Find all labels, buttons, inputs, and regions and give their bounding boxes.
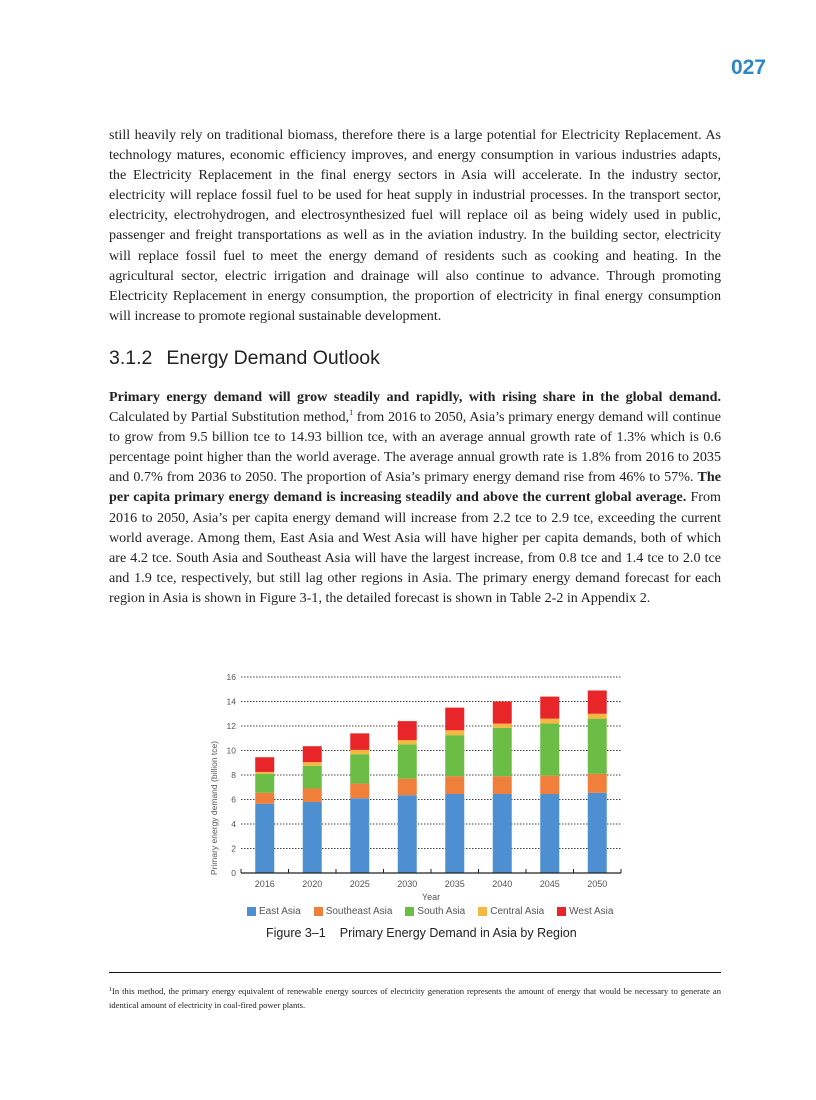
bar-stack-2040 bbox=[493, 702, 512, 874]
x-tick-label: 2020 bbox=[302, 879, 323, 889]
bar-segment-east-asia bbox=[445, 794, 464, 873]
legend-item bbox=[247, 906, 301, 917]
footnote-text: In this method, the primary energy equivalent of renewable energy sources of electricity generation represents the amount of energy that would be necessary to generate an identical amount of electricity in coal-fired power plants. bbox=[109, 986, 721, 1010]
legend-item bbox=[405, 906, 465, 917]
x-axis-label: Year bbox=[421, 892, 441, 902]
bar-segment-south-asia bbox=[303, 766, 322, 789]
bar-segment-southeast-asia bbox=[445, 776, 464, 794]
y-tick-label: 0 bbox=[231, 868, 236, 878]
bar-segment-central-asia bbox=[350, 750, 369, 754]
bar-stack-2035 bbox=[445, 708, 464, 873]
footnote-divider bbox=[109, 972, 721, 973]
section-heading bbox=[109, 347, 380, 370]
bar-segment-east-asia bbox=[255, 804, 274, 873]
bar-segment-southeast-asia bbox=[398, 779, 417, 796]
bar-segment-east-asia bbox=[398, 795, 417, 873]
legend-item bbox=[557, 906, 613, 917]
legend-swatch bbox=[557, 907, 566, 916]
bar-segment-east-asia bbox=[493, 794, 512, 873]
legend-label: Central Asia bbox=[490, 906, 545, 917]
bar-segment-south-asia bbox=[350, 754, 369, 783]
bar-stack-2016 bbox=[255, 757, 274, 873]
footnote-reference[interactable]: 1 bbox=[349, 408, 354, 418]
bar-stack-2045 bbox=[540, 697, 559, 873]
y-tick-labels bbox=[227, 672, 237, 878]
stacked-bar-chart bbox=[200, 665, 640, 905]
y-axis-label: Primary energy demand (billion tce) bbox=[209, 740, 219, 876]
legend-swatch bbox=[247, 907, 256, 916]
bar-segment-southeast-asia bbox=[303, 788, 322, 801]
bold-lead-sentence: Primary energy demand will grow steadily and rapidly, with rising share in the global demand. bbox=[109, 389, 721, 405]
footnote-marker: 1 bbox=[109, 987, 112, 993]
legend-item bbox=[314, 906, 393, 917]
y-tick-label: 16 bbox=[226, 672, 236, 682]
bar-segment-east-asia bbox=[303, 802, 322, 873]
y-tick-label: 10 bbox=[226, 745, 236, 756]
gridlines bbox=[241, 677, 621, 849]
paragraph-text: Calculated by Partial Substitution method, bbox=[109, 409, 350, 426]
bar-segment-southeast-asia bbox=[588, 774, 607, 793]
x-tick-label: 2025 bbox=[349, 879, 370, 889]
y-tick-label: 4 bbox=[231, 819, 236, 829]
bar-stack-2025 bbox=[350, 733, 369, 873]
legend-label: East Asia bbox=[259, 906, 301, 917]
body-paragraph bbox=[109, 387, 721, 608]
bar-segment-east-asia bbox=[588, 793, 607, 873]
bar-segment-south-asia bbox=[493, 728, 512, 776]
bar-segment-south-asia bbox=[255, 774, 274, 793]
bar-segment-east-asia bbox=[540, 794, 559, 873]
section-number: 3.1.2 bbox=[109, 347, 153, 369]
bars bbox=[255, 690, 607, 873]
x-tick-label: 2050 bbox=[587, 879, 608, 889]
legend-swatch bbox=[314, 907, 323, 916]
bar-segment-west-asia bbox=[255, 757, 274, 772]
bar-segment-southeast-asia bbox=[540, 776, 559, 794]
paragraph-text: From 2016 to 2050, Asia’s per capita energy demand will increase from 2.2 tce to 2.9 tce, exceeding the current world average. Among them, East Asia and West Asia will have higher per capita demands, both of which are 4.2 tce. South Asia and Southeast Asia will have the largest increase, from 0.8 tce and 1.4 tce to 2.0 tce and 1.9 tce, respectively, but still lag other regions in Asia. The primary energy demand forecast for each region in Asia is shown in Figure 3-1, the detailed forecast is shown in Table 2-2 in Appendix 2. bbox=[109, 489, 721, 606]
figure-number: Figure 3–1 bbox=[266, 926, 326, 940]
paragraph-text: from 2016 to 2050, Asia’s primary energy demand will continue to grow from 9.5 billion tce to 14.93 billion tce, with an average annual growth rate of 1.3% which is 0.6 percentage point higher than the world average. The average annual growth rate is 1.8% from 2016 to 2035 and 0.7% from 2036 to 2050. The proportion of Asia’s primary energy demand rise from 46% to 57%. bbox=[109, 409, 721, 486]
section-title: Energy Demand Outlook bbox=[166, 347, 380, 369]
x-axis bbox=[241, 869, 621, 873]
y-tick-label: 6 bbox=[231, 794, 236, 805]
x-tick-label: 2030 bbox=[397, 879, 418, 889]
y-tick-label: 12 bbox=[226, 721, 236, 731]
legend-label: West Asia bbox=[569, 906, 614, 917]
bar-segment-west-asia bbox=[398, 721, 417, 740]
bar-segment-southeast-asia bbox=[255, 793, 274, 804]
legend-swatch bbox=[478, 907, 487, 916]
y-tick-label: 8 bbox=[231, 770, 236, 780]
bar-segment-central-asia bbox=[255, 772, 274, 774]
bar-segment-south-asia bbox=[445, 735, 464, 776]
figure-caption bbox=[266, 926, 577, 940]
bar-segment-west-asia bbox=[445, 708, 464, 731]
x-tick-labels bbox=[255, 879, 608, 889]
bar-stack-2020 bbox=[303, 746, 322, 873]
bar-stack-2030 bbox=[398, 721, 417, 873]
bar-segment-central-asia bbox=[398, 740, 417, 744]
legend-item bbox=[478, 906, 544, 917]
bar-segment-southeast-asia bbox=[493, 776, 512, 794]
bar-segment-west-asia bbox=[493, 702, 512, 724]
bar-stack-2050 bbox=[588, 690, 607, 873]
bar-segment-west-asia bbox=[303, 746, 322, 762]
footnote bbox=[109, 985, 721, 1012]
chart-legend bbox=[247, 906, 613, 917]
bar-segment-central-asia bbox=[540, 719, 559, 724]
x-tick-label: 2040 bbox=[492, 879, 513, 889]
bar-segment-west-asia bbox=[540, 697, 559, 719]
page-number: 027 bbox=[730, 56, 766, 79]
legend-swatch bbox=[405, 907, 414, 916]
bold-lead-sentence: The per capita primary energy demand is increasing steadily and above the current global average. bbox=[109, 469, 721, 506]
bar-segment-south-asia bbox=[540, 724, 559, 776]
bar-segment-central-asia bbox=[445, 730, 464, 735]
bar-segment-southeast-asia bbox=[350, 784, 369, 799]
bar-segment-south-asia bbox=[588, 719, 607, 774]
legend-label: Southeast Asia bbox=[325, 906, 393, 917]
x-tick-label: 2016 bbox=[254, 879, 275, 889]
bar-segment-central-asia bbox=[493, 724, 512, 728]
x-tick-label: 2045 bbox=[539, 879, 560, 889]
legend-label: South Asia bbox=[417, 906, 466, 917]
figure-title: Primary Energy Demand in Asia by Region bbox=[339, 926, 577, 940]
y-tick-label: 14 bbox=[226, 696, 236, 707]
x-tick-label: 2035 bbox=[444, 879, 465, 889]
bar-segment-central-asia bbox=[303, 762, 322, 766]
bar-segment-south-asia bbox=[398, 744, 417, 778]
bar-segment-west-asia bbox=[588, 690, 607, 713]
bar-segment-west-asia bbox=[350, 733, 369, 750]
bar-segment-east-asia bbox=[350, 798, 369, 873]
body-paragraph: still heavily rely on traditional biomass, therefore there is a large potential for Electricity Replacement. As technology matures, economic efficiency improves, and energy consumption in various industries adapts, the Electricity Replacement in the final energy sectors in Asia will accelerate. In the industry sector, electricity will replace fossil fuel to be used for heat supply in industrial processes. In the transport sector, electricity, electrohydrogen, and electrosynthesized fuel will replace oil as being widely used in public, passenger and freight transportations as well as in the aviation industry. In the building sector, electricity will replace fossil fuel to meet the energy demand of residents such as cooking and heating. In the agricultural sector, electric irrigation and drainage will also continue to advance. Through promoting Electricity Replacement in energy consumption, the proportion of electricity in final energy consumption will increase to promote regional sustainable development. bbox=[109, 127, 721, 324]
bar-segment-central-asia bbox=[588, 714, 607, 719]
y-tick-label: 2 bbox=[231, 843, 236, 854]
